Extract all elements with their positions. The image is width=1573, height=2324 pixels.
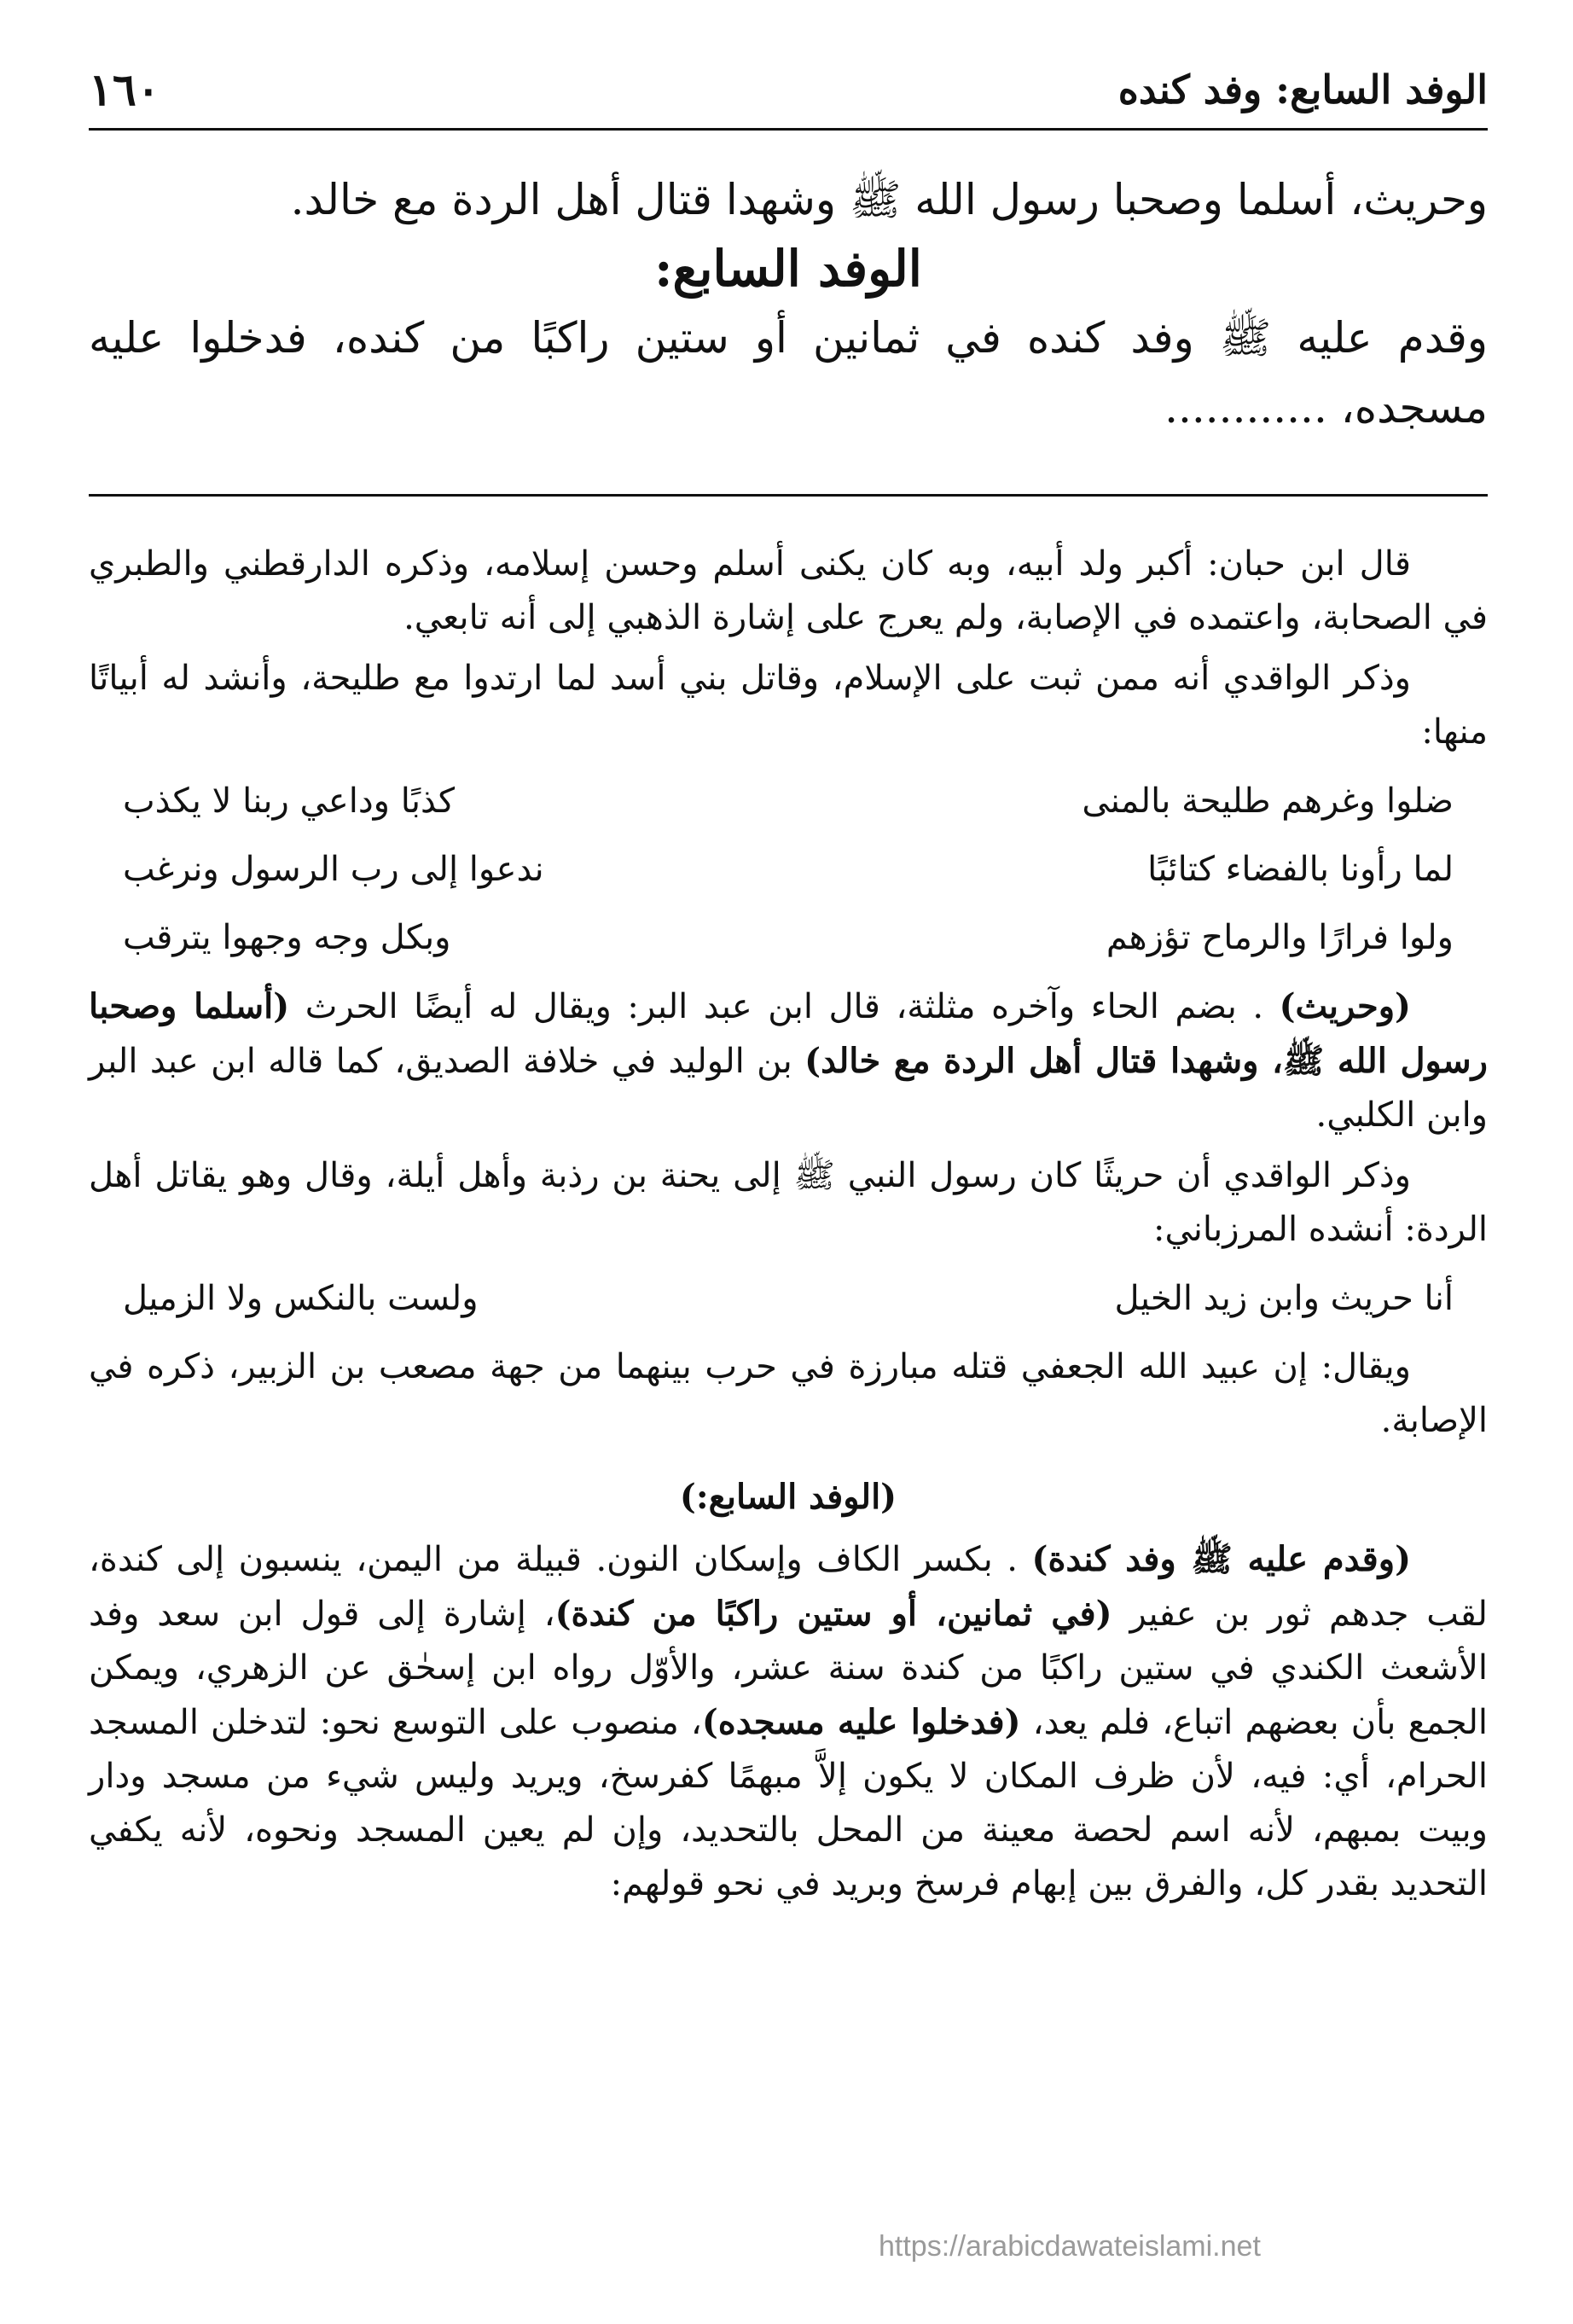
commentary-paragraph: [89, 979, 1488, 1142]
commentary-paragraph: وذكر الواقدي أن حريثًا كان رسول النبي ﷺ إلى يحنة بن رذبة وأهل أيلة، وقال وهو يقاتل أهل الردة: أنشده المرزباني:: [89, 1156, 1488, 1249]
main-text: [89, 165, 1488, 443]
page-header: [89, 51, 1488, 131]
running-title: الوفد السابع: وفد كنده: [1117, 67, 1488, 113]
commentary-heading: (الوفد السابع:): [679, 1477, 897, 1517]
quoted-matn: (وحريث): [1279, 986, 1411, 1026]
commentary-paragraph: وذكر الواقدي أنه ممن ثبت على الإسلام، وقاتل بني أسد لما ارتدوا مع طليحة، وأنشد له أبياتًا منها:: [89, 659, 1488, 752]
book-page: [89, 51, 1488, 2269]
section-divider: [89, 494, 1488, 497]
poem-verse: [123, 775, 1454, 828]
verse-first-half: لما رأونا بالفضاء كتائبًا: [1147, 850, 1454, 889]
section-heading: الوفد السابع:: [654, 240, 922, 298]
commentary-paragraph: [89, 1532, 1488, 1911]
poem-verse: [123, 843, 1454, 896]
commentary-paragraph: قال ابن حبان: أكبر ولد أبيه، وبه كان يكنى أسلم وحسن إسلامه، وذكره الدارقطني والطبري في الصحابة، واعتمده في الإصابة، ولم يعرج على إشارة الذهبي إلى أنه تابعي.: [89, 544, 1488, 637]
commentary-span: بن الوليد في خلافة الصديق، كما قاله ابن عبد البر وابن الكلبي.: [89, 1042, 1488, 1135]
verse-second-half: وبكل وجه وجهوا يترقب: [123, 918, 451, 957]
main-text-span: وقدم عليه ﷺ وفد كنده في ثمانين أو ستين راكبًا من كنده، فدخلوا عليه مسجده،: [89, 313, 1488, 433]
verse-second-half: ندعوا إلى رب الرسول ونرغب: [123, 850, 544, 889]
quoted-matn: (أسلما وصحبا رسول الله ﷺ، وشهدا قتال أهل الردة مع خالد): [89, 986, 1488, 1081]
ellipsis-dots: ............: [1164, 383, 1327, 433]
poem-verse: [123, 1272, 1454, 1325]
commentary-span: . بضم الحاء وآخره مثلثة، قال ابن عبد البر: ويقال له أيضًا الحرث: [289, 987, 1280, 1026]
main-text-line: [89, 303, 1488, 443]
verse-first-half: ولوا فرارًا والرماح تؤزهم: [1106, 918, 1454, 957]
main-text-line: وحريث، أسلما وصحبا رسول الله ﷺ وشهدا قتال أهل الردة مع خالد.: [290, 175, 1488, 224]
commentary-text: [89, 537, 1488, 1911]
page-number: ١٦٠: [89, 63, 160, 116]
commentary-span: ، إشارة إلى قول ابن سعد وفد الأشعث الكندي في ستين راكبًا من كندة سنة عشر، والأوّل رواه ابن إسحٰق عن الزهري، ويمكن الجمع بأن بعضهم اتباع، فلم يعد،: [89, 1595, 1489, 1742]
quoted-matn: (وقدم عليه ﷺ وفد كندة): [1031, 1539, 1411, 1579]
commentary-span: ، منصوب على التوسع نحو: لتدخلن المسجد الحرام، أي: فيه، لأن ظرف المكان لا يكون إلاَّ مبهمًا كفرسخ، ويريد وليس شيء من مسجد ودار وبيت بمبهم، لأنه اسم لحصة معينة من المحل بالتحديد، وإن لم يعين المسجد ونحوه، لأنه يكفي التحديد بقدر كل، والفرق بين إبهام فرسخ وبريد في نحو قولهم:: [89, 1703, 1488, 1903]
verse-second-half: كذبًا وداعي ربنا لا يكذب: [123, 781, 456, 821]
watermark-url: https://arabicdawateislami.net: [879, 2230, 1261, 2263]
quoted-matn: (في ثمانين، أو ستين راكبًا من كندة): [554, 1594, 1112, 1634]
commentary-span: . بكسر الكاف وإسكان النون. قبيلة من اليمن، ينسبون إلى كندة، لقب جدهم ثور بن عفير: [89, 1540, 1488, 1634]
commentary-paragraph: ويقال: إن عبيد الله الجعفي قتله مبارزة في حرب بينهما من جهة مصعب بن الزبير، ذكره في الإصابة.: [89, 1347, 1488, 1440]
verse-second-half: ولست بالنكس ولا الزميل: [123, 1279, 479, 1318]
poem-verse: [123, 911, 1454, 964]
quoted-matn: (فدخلوا عليه مسجده): [701, 1702, 1021, 1742]
verse-first-half: ضلوا وغرهم طليحة بالمنى: [1082, 781, 1454, 821]
verse-first-half: أنا حريث وابن زيد الخيل: [1114, 1279, 1454, 1318]
